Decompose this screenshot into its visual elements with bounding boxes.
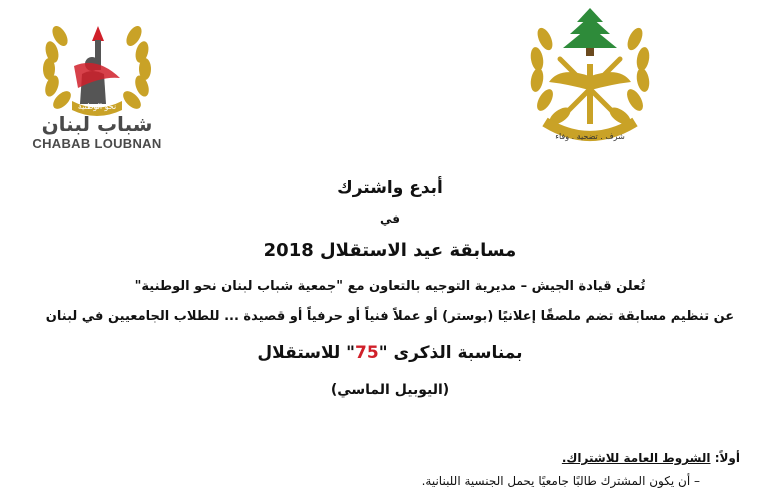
announcement-in: في [380,212,400,226]
logo-brand-english: CHABAB LOUBNAN [32,136,162,151]
occasion-prefix: بمناسبة الذكرى " [378,343,523,363]
occasion-suffix: " للاستقلال [257,343,356,363]
announcement-title: أبدع واشترك [337,178,443,198]
cedar-tree-icon [563,8,617,56]
occasion-line [0,343,780,363]
lebanese-army-logo [515,4,665,154]
condition-item-1: – أن يكون المشترك طالبًا جامعيًا يحمل الجنسية اللبنانية. [421,474,700,488]
logo-ribbon-text: نحو الوطنية [77,102,117,111]
announcement-line-2: عن تنظيم مسابقة تضم ملصقًا إعلانيًا (بوستر) أو عملاً فنياً أو حرفياً أو قصيدة ... للطلاب الجامعيين في لبنان [45,309,735,324]
occasion-number: 75 [355,343,379,363]
logo-brand-arabic: شباب لبنان [41,112,153,136]
conditions-heading [562,451,740,465]
conditions-title: الشروط العامة للاشتراك. [561,451,711,465]
jubilee-line: (اليوبيل الماسي) [330,382,450,398]
conditions-ordinal: أولاً: [714,451,740,465]
army-motto-text: شرف . تضحية . وفاء [555,132,625,141]
competition-title: مسابقة عيد الاستقلال 2018 [263,240,517,261]
announcement-line-1: تُعلن قيادة الجيش – مديرية التوجيه بالتعاون مع "جمعية شباب لبنان نحو الوطنية" [134,279,646,294]
